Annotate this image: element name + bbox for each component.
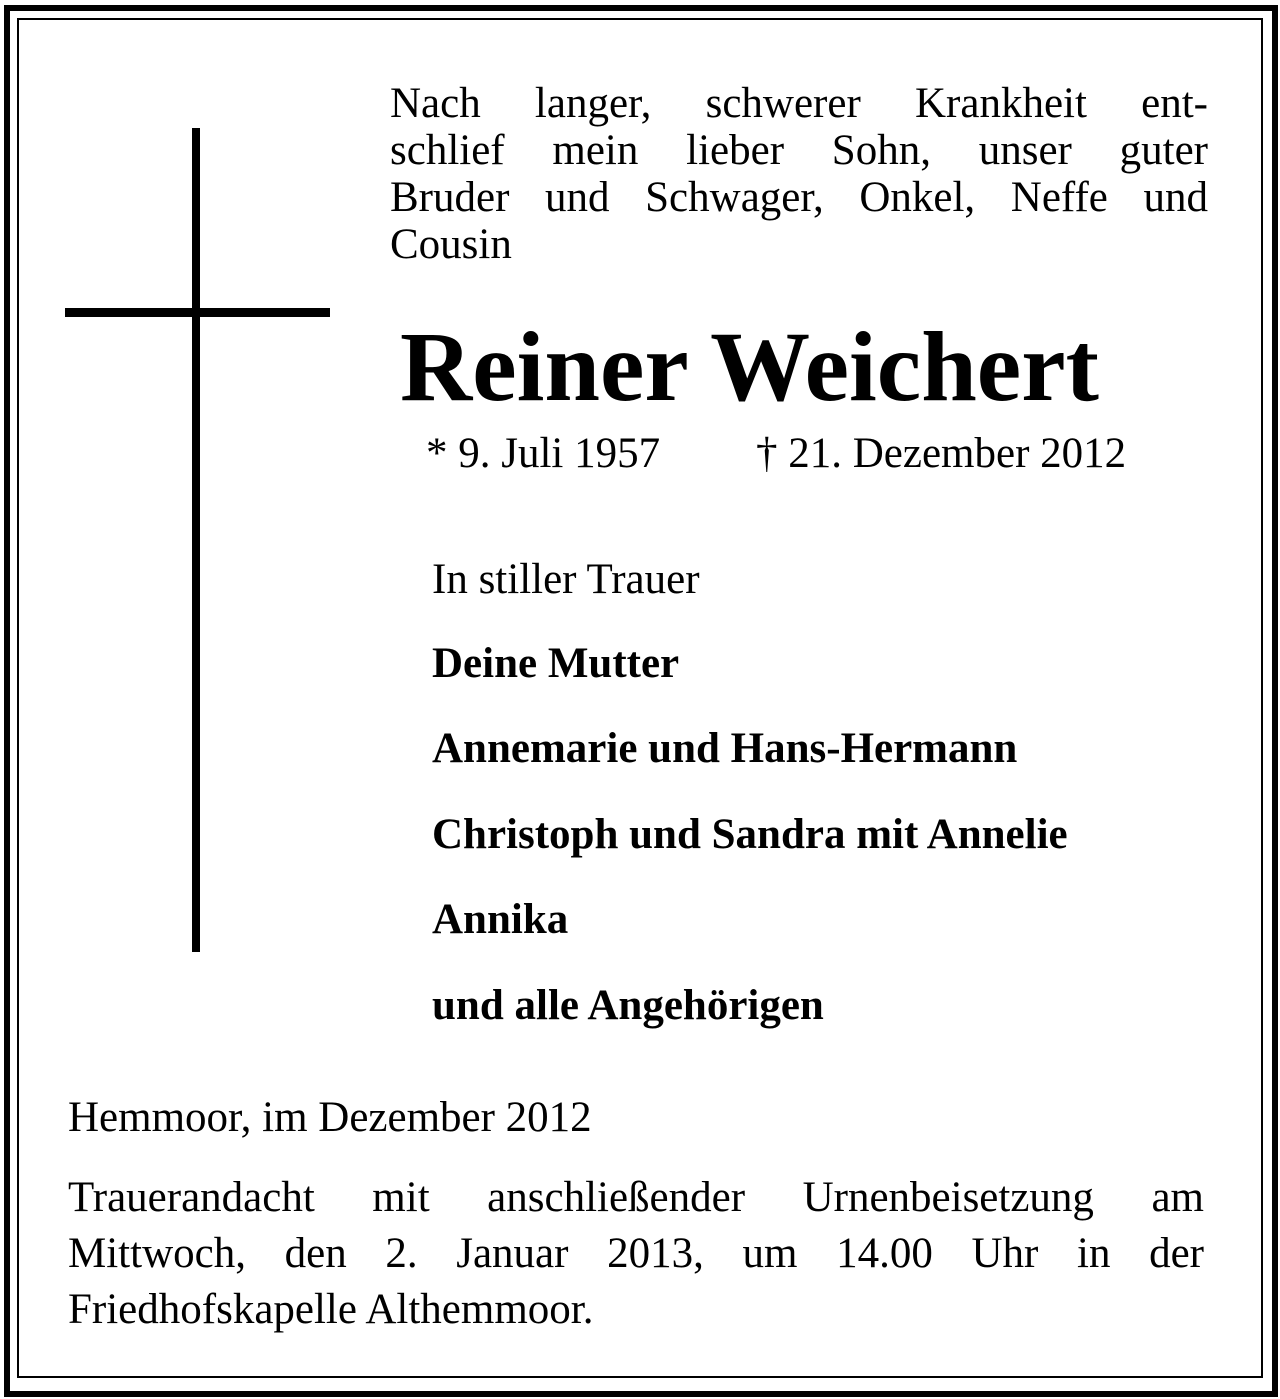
mourner-line: Christoph und Sandra mit Annelie — [432, 811, 1068, 858]
place-date: Hemmoor, im Dezember 2012 — [68, 1094, 592, 1141]
death-date: † 21. Dezember 2012 — [756, 430, 1127, 477]
intro-line: schlief mein lieber Sohn, unser guter — [390, 127, 1208, 174]
intro-line: Nach langer, schwerer Krankheit ent- — [390, 80, 1208, 127]
mourner-line: Deine Mutter — [432, 640, 680, 687]
intro-text — [390, 80, 1208, 268]
intro-line: Bruder und Schwager, Onkel, Neffe und — [390, 174, 1208, 221]
intro-line: Cousin — [390, 221, 512, 268]
mourner-line: Annemarie und Hans-Hermann — [432, 725, 1018, 772]
service-line: Trauerandacht mit anschließender Urnenbeisetzung am — [68, 1174, 1204, 1221]
cross-icon-horizontal-bar — [65, 308, 330, 317]
deceased-name: Reiner Weichert — [400, 311, 1099, 422]
mourner-line: und alle Angehörigen — [432, 982, 824, 1029]
cross-icon-vertical-bar — [192, 128, 200, 952]
birth-date: * 9. Juli 1957 — [426, 430, 661, 477]
service-line: Mittwoch, den 2. Januar 2013, um 14.00 Uhr in der — [68, 1230, 1204, 1277]
mourner-line: Annika — [432, 896, 569, 943]
mourning-label: In stiller Trauer — [432, 556, 700, 603]
service-line: Friedhofskapelle Althemmoor. — [68, 1286, 594, 1333]
service-info — [68, 1170, 1204, 1338]
